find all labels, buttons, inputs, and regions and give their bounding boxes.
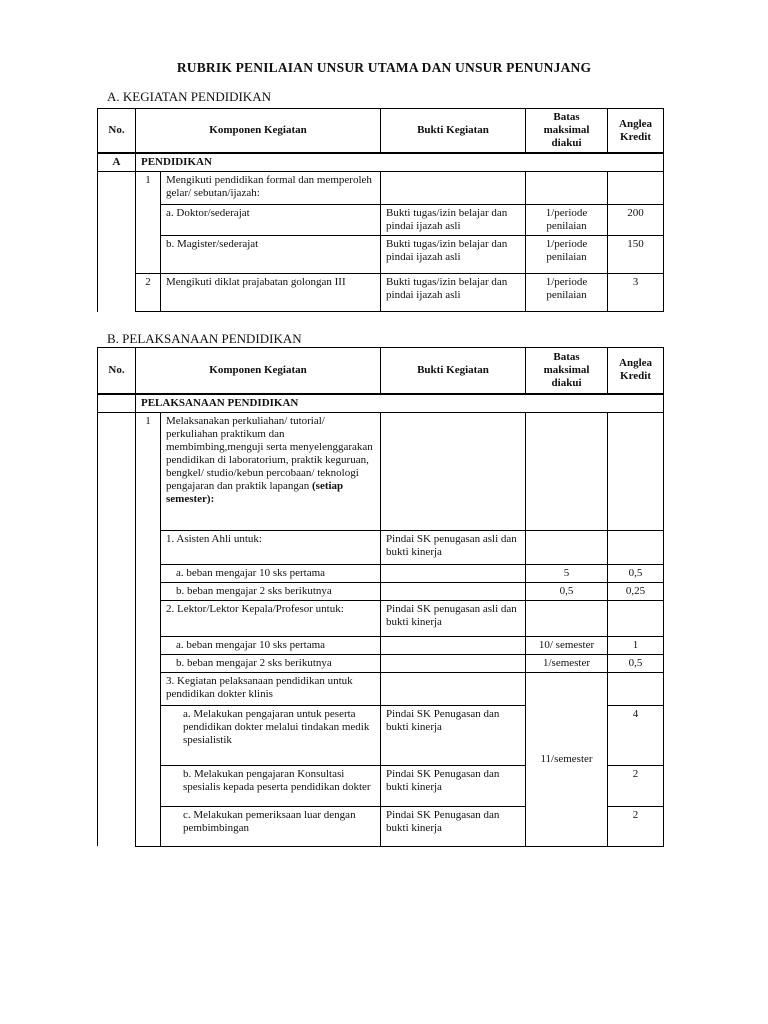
row-angka: 3 xyxy=(608,274,664,312)
row-angka xyxy=(608,672,664,705)
row-bukti: Bukti tugas/izin belajar dan pindai ijazah asli xyxy=(381,236,526,274)
row-bukti: Pindai SK Penugasan dan bukti kinerja xyxy=(381,705,526,765)
row-komponen: a. Melakukan pengajaran untuk peserta pendidikan dokter melalui tindakan medik spesialistik xyxy=(161,705,381,765)
row-bukti: Pindai SK Penugasan dan bukti kinerja xyxy=(381,806,526,846)
row-bukti xyxy=(381,654,526,672)
row-komponen: 2. Lektor/Lektor Kepala/Profesor untuk: xyxy=(161,600,381,636)
row-bukti: Pindai SK penugasan asli dan bukti kinerja xyxy=(381,530,526,564)
row-komponen: a. beban mengajar 10 sks pertama xyxy=(161,636,381,654)
header-angka: Anglea Kredit xyxy=(608,109,664,154)
row-angka: 0,25 xyxy=(608,582,664,600)
header-komponen: Komponen Kegiatan xyxy=(136,109,381,154)
header-bukti: Bukti Kegiatan xyxy=(381,348,526,394)
header-bukti: Bukti Kegiatan xyxy=(381,109,526,154)
row-bukti: Bukti tugas/izin belajar dan pindai ijazah asli xyxy=(381,274,526,312)
section-b-title: B. PELAKSANAAN PENDIDIKAN xyxy=(107,331,302,346)
group-label: PELAKSANAAN PENDIDIKAN xyxy=(136,394,664,413)
row-angka: 4 xyxy=(608,705,664,765)
row-komponen: a. beban mengajar 10 sks pertama xyxy=(161,564,381,582)
row-komponen: 3. Kegiatan pelaksanaan pendidikan untuk pendidikan dokter klinis xyxy=(161,672,381,705)
row-angka: 0,5 xyxy=(608,654,664,672)
row-komponen-text: Melaksanakan perkuliahan/ tutorial/ perkuliahan praktikum dan membimbing,menguji serta menyelenggarakan pendidikan di laboratorium, praktik keguruan, bengkel/ studio/kebun percobaan/ teknologi pengajaran dan praktik lapangan xyxy=(166,414,373,492)
header-batas: Batas maksimal diakui xyxy=(526,109,608,154)
row-komponen: a. Doktor/sederajat xyxy=(161,205,381,236)
row-batas: 1/periode penilaian xyxy=(526,236,608,274)
row-bukti xyxy=(381,582,526,600)
header-komponen: Komponen Kegiatan xyxy=(136,348,381,394)
document-title: RUBRIK PENILAIAN UNSUR UTAMA DAN UNSUR PENUNJANG xyxy=(176,60,592,75)
header-no: No. xyxy=(98,109,136,154)
row-angka: 200 xyxy=(608,205,664,236)
section-a-title: A. KEGIATAN PENDIDIKAN xyxy=(107,89,271,104)
row-batas: 0,5 xyxy=(526,582,608,600)
row-bukti xyxy=(381,412,526,530)
row-batas xyxy=(526,172,608,205)
row-no: 1 xyxy=(136,172,161,274)
row-angka xyxy=(608,172,664,205)
row-angka: 150 xyxy=(608,236,664,274)
row-batas: 1/periode penilaian xyxy=(526,274,608,312)
row-bukti: Pindai SK penugasan asli dan bukti kinerja xyxy=(381,600,526,636)
row-angka xyxy=(608,412,664,530)
table-pelaksanaan-pendidikan xyxy=(97,347,664,847)
row-batas: 1/semester xyxy=(526,654,608,672)
row-bukti: Bukti tugas/izin belajar dan pindai ijazah asli xyxy=(381,205,526,236)
group-code-blank xyxy=(98,394,136,413)
row-no: 1 xyxy=(136,412,161,846)
row-komponen: b. Melakukan pengajaran Konsultasi spesialis kepada peserta pendidikan dokter xyxy=(161,765,381,806)
row-angka xyxy=(608,530,664,564)
row-angka xyxy=(608,600,664,636)
row-komponen-bold: (setiap semester): xyxy=(166,479,344,505)
row-komponen: b. beban mengajar 2 sks berikutnya xyxy=(161,582,381,600)
row-komponen: b. Magister/sederajat xyxy=(161,236,381,274)
row-batas xyxy=(526,600,608,636)
row-angka: 2 xyxy=(608,765,664,806)
row-komponen: Mengikuti diklat prajabatan golongan III xyxy=(161,274,381,312)
row-komponen: b. beban mengajar 2 sks berikutnya xyxy=(161,654,381,672)
row-batas-shared: 11/semester xyxy=(526,672,608,846)
row-komponen xyxy=(161,412,381,530)
group-code: A xyxy=(98,153,136,172)
no-column-blank xyxy=(98,172,136,312)
row-bukti xyxy=(381,564,526,582)
header-no: No. xyxy=(98,348,136,394)
row-angka: 1 xyxy=(608,636,664,654)
row-batas: 1/periode penilaian xyxy=(526,205,608,236)
row-batas xyxy=(526,412,608,530)
no-column-blank xyxy=(98,412,136,846)
row-komponen: c. Melakukan pemeriksaan luar dengan pembimbingan xyxy=(161,806,381,846)
row-bukti xyxy=(381,636,526,654)
row-bukti xyxy=(381,672,526,705)
row-angka: 2 xyxy=(608,806,664,846)
row-komponen: 1. Asisten Ahli untuk: xyxy=(161,530,381,564)
row-batas: 5 xyxy=(526,564,608,582)
header-batas: Batas maksimal diakui xyxy=(526,348,608,394)
table-kegiatan-pendidikan xyxy=(97,108,664,312)
row-batas: 10/ semester xyxy=(526,636,608,654)
group-label: PENDIDIKAN xyxy=(136,153,664,172)
header-angka: Anglea Kredit xyxy=(608,348,664,394)
row-bukti: Pindai SK Penugasan dan bukti kinerja xyxy=(381,765,526,806)
row-angka: 0,5 xyxy=(608,564,664,582)
row-batas xyxy=(526,530,608,564)
row-komponen: Mengikuti pendidikan formal dan memperoleh gelar/ sebutan/ijazah: xyxy=(161,172,381,205)
row-bukti xyxy=(381,172,526,205)
row-no: 2 xyxy=(136,274,161,312)
